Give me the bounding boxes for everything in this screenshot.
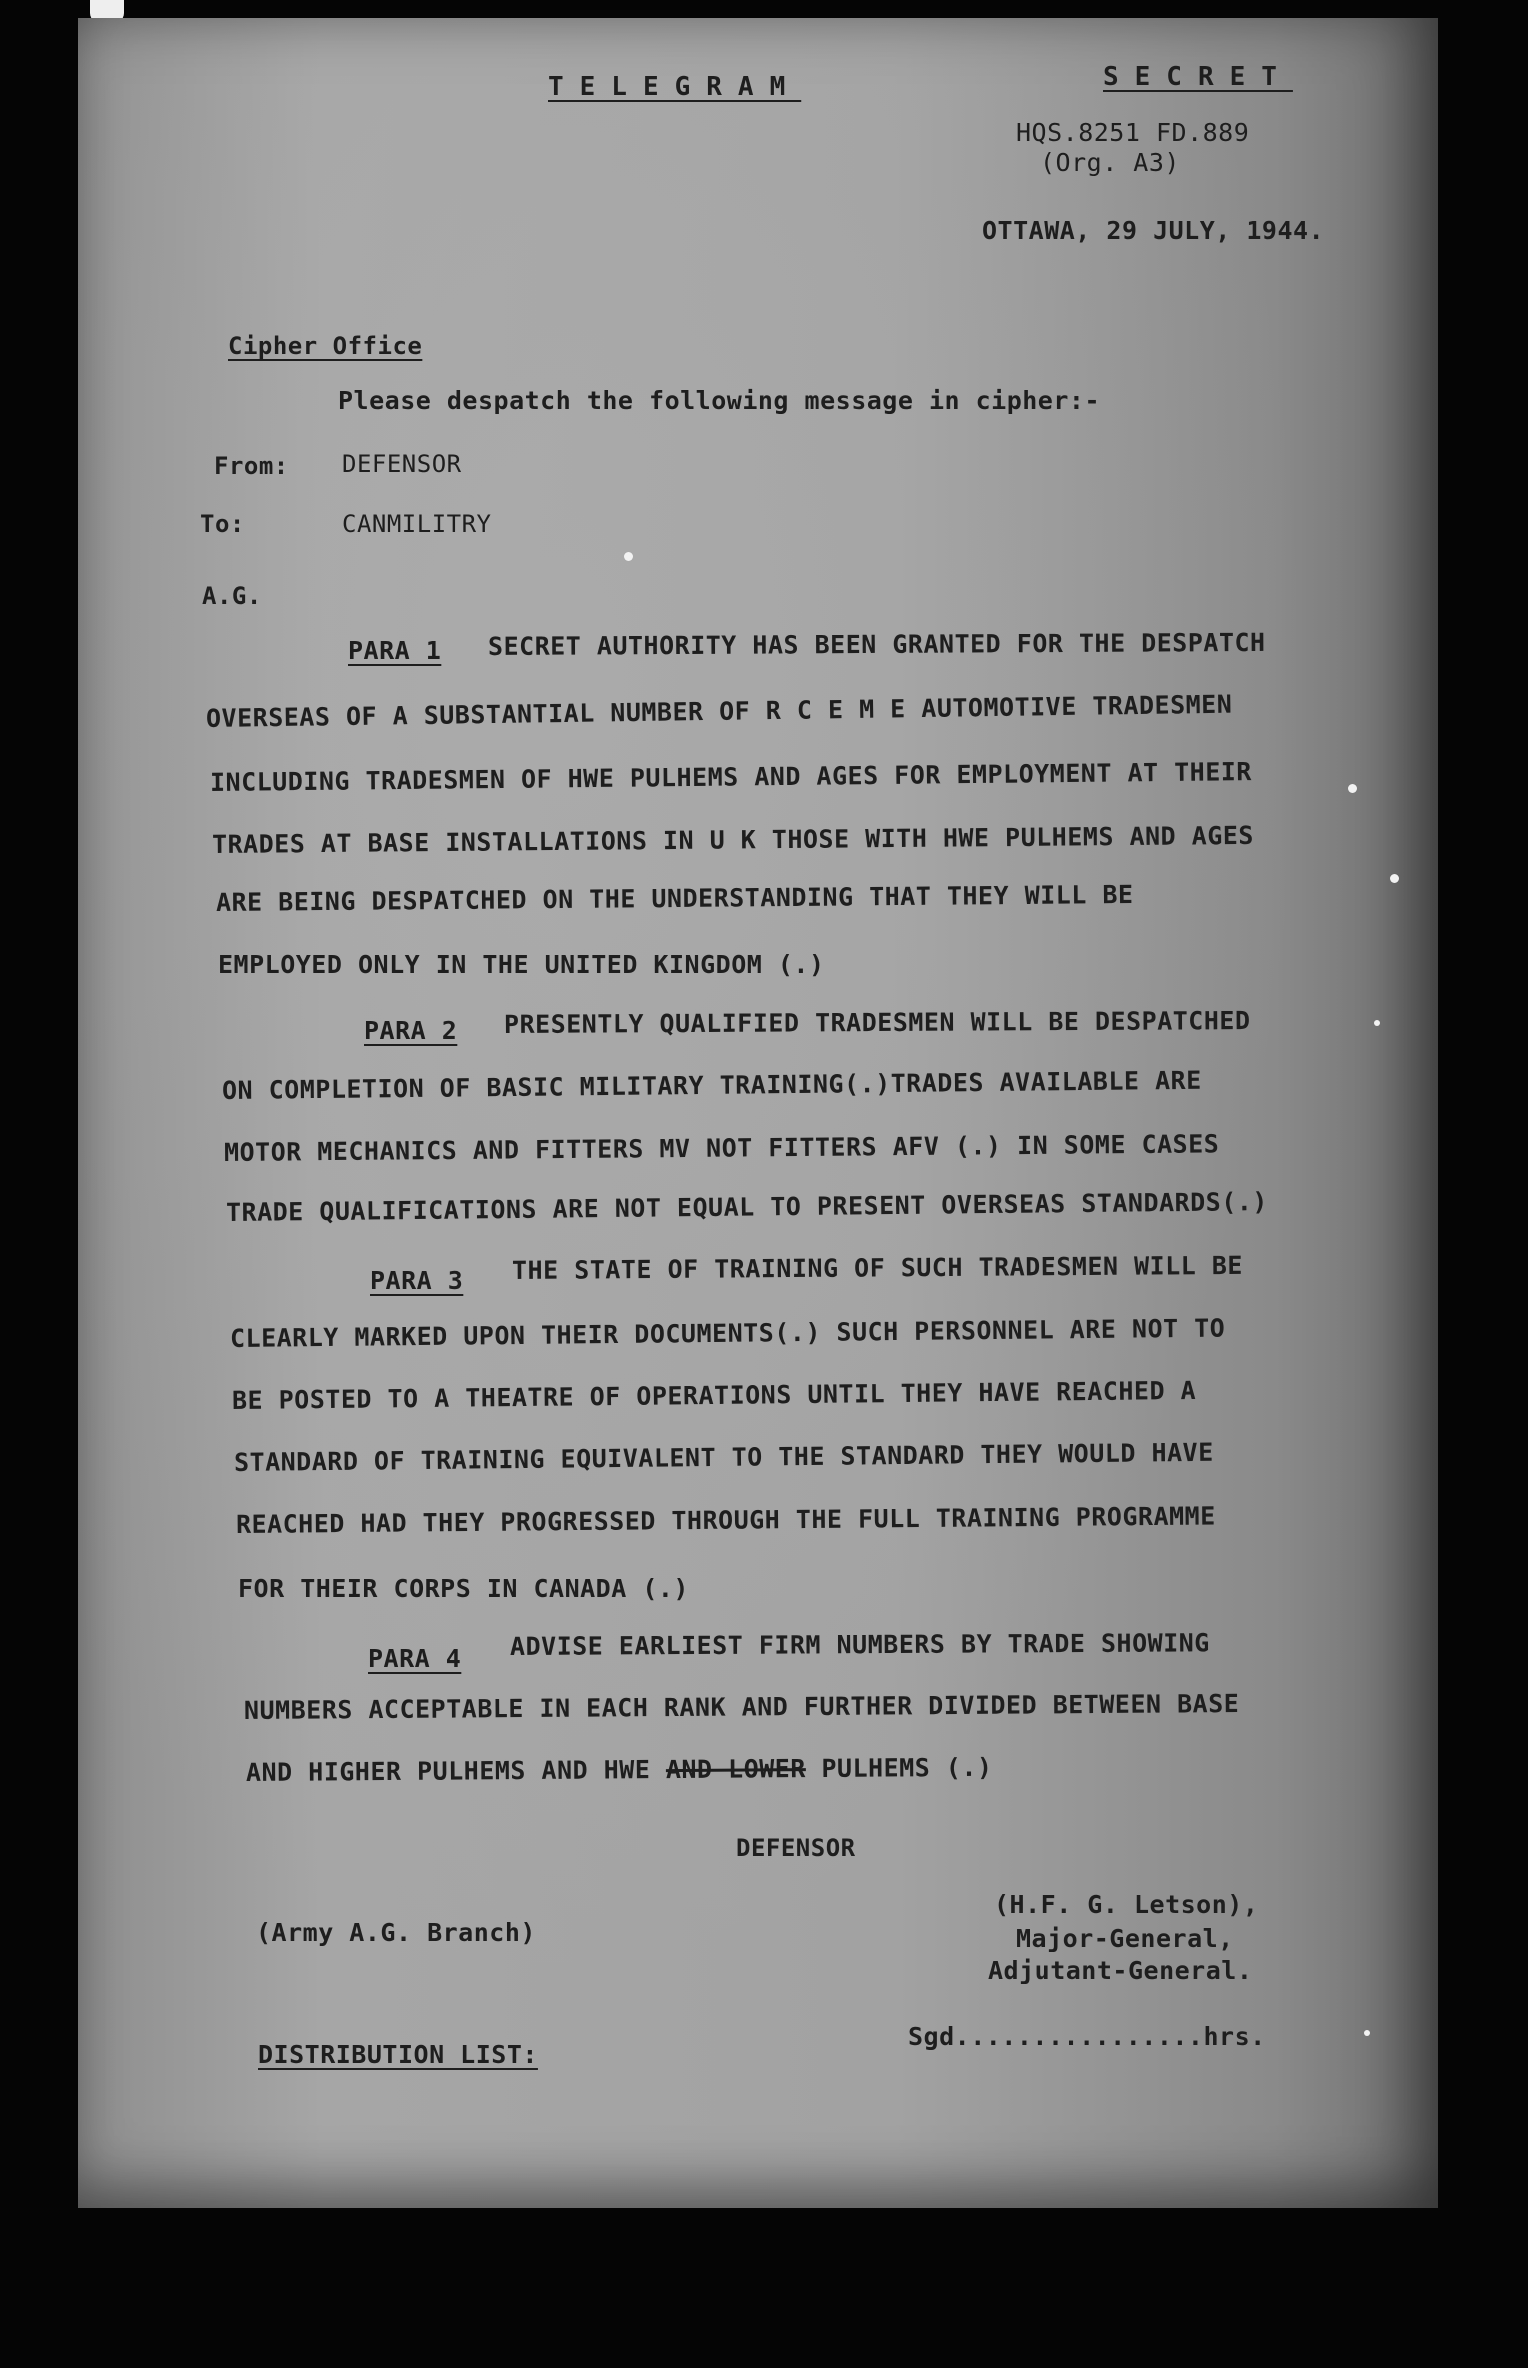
- scan-speck: [624, 552, 633, 561]
- telegram-sheet: [78, 18, 1438, 2208]
- para-4-last-line-start: AND HIGHER PULHEMS AND HWE: [245, 1755, 651, 1787]
- from-value: DEFENSOR: [342, 450, 462, 478]
- reference-org: (Org. A3): [1040, 148, 1180, 177]
- despatch-instruction: Please despatch the following message in cipher:-: [338, 386, 1101, 415]
- para-2-label: PARA 2: [364, 1016, 458, 1045]
- para-1-label: PARA 1: [348, 636, 442, 665]
- para-1-line: ARE BEING DESPATCHED ON THE UNDERSTANDING THAT THEY WILL BE: [215, 879, 1134, 917]
- para-3-line: STANDARD OF TRAINING EQUIVALENT TO THE STANDARD THEY WOULD HAVE: [233, 1437, 1214, 1477]
- place-and-date: OTTAWA, 29 JULY, 1944.: [982, 216, 1325, 245]
- para-1-line: OVERSEAS OF A SUBSTANTIAL NUMBER OF R C E M E AUTOMOTIVE TRADESMEN: [205, 689, 1233, 733]
- scan-speck: [1364, 2030, 1370, 2036]
- reference-number: HQS.8251 FD.889: [1016, 118, 1250, 147]
- originating-branch: (Army A.G. Branch): [256, 1918, 536, 1947]
- para-3-line: BE POSTED TO A THEATRE OF OPERATIONS UNTIL THEY HAVE REACHED A: [231, 1375, 1197, 1415]
- distribution-list-heading: DISTRIBUTION LIST:: [258, 2040, 538, 2069]
- signatory-name: (H.F. G. Letson),: [994, 1890, 1259, 1919]
- para-1-line: TRADES AT BASE INSTALLATIONS IN U K THOSE WITH HWE PULHEMS AND AGES: [211, 820, 1255, 859]
- scan-speck: [1374, 1020, 1380, 1026]
- struck-out-text: AND LOWER: [665, 1754, 806, 1785]
- para-3-line: THE STATE OF TRAINING OF SUCH TRADESMEN WILL BE: [511, 1250, 1244, 1285]
- para-4-line: ADVISE EARLIEST FIRM NUMBERS BY TRADE SHOWING: [509, 1628, 1210, 1661]
- para-3-line: FOR THEIR CORPS IN CANADA (.): [238, 1574, 689, 1603]
- para-2-line: MOTOR MECHANICS AND FITTERS MV NOT FITTERS AFV (.) IN SOME CASES: [223, 1129, 1220, 1167]
- para-4-line: NUMBERS ACCEPTABLE IN EACH RANK AND FURTHER DIVIDED BETWEEN BASE: [243, 1689, 1240, 1725]
- para-4-label: PARA 4: [368, 1644, 462, 1673]
- para-2-line: ON COMPLETION OF BASIC MILITARY TRAINING(.)TRADES AVAILABLE ARE: [221, 1065, 1202, 1105]
- para-3-label: PARA 3: [370, 1266, 464, 1295]
- para-1-line: EMPLOYED ONLY IN THE UNITED KINGDOM (.): [218, 950, 825, 979]
- para-1-line: SECRET AUTHORITY HAS BEEN GRANTED FOR THE DESPATCH: [487, 627, 1266, 661]
- from-label: From:: [214, 452, 289, 480]
- para-2-line: TRADE QUALIFICATIONS ARE NOT EQUAL TO PRESENT OVERSEAS STANDARDS(.): [225, 1187, 1269, 1227]
- scan-speck: [1348, 784, 1357, 793]
- to-value: CANMILITRY: [342, 510, 492, 538]
- para-1-line: INCLUDING TRADESMEN OF HWE PULHEMS AND AGES FOR EMPLOYMENT AT THEIR: [209, 757, 1253, 797]
- ag-reference: A.G.: [202, 582, 262, 610]
- document-title: TELEGRAM: [548, 72, 802, 102]
- para-3-line: CLEARLY MARKED UPON THEIR DOCUMENTS(.) SUCH PERSONNEL ARE NOT TO: [229, 1313, 1226, 1353]
- signatory-title: Adjutant-General.: [988, 1956, 1253, 1985]
- para-4-last-line-end: PULHEMS (.): [821, 1752, 993, 1783]
- classification-label: SECRET: [1103, 62, 1293, 92]
- signed-hours-line: Sgd................hrs.: [908, 2022, 1266, 2051]
- para-2-line: PRESENTLY QUALIFIED TRADESMEN WILL BE DESPATCHED: [503, 1006, 1251, 1039]
- closing-sender: DEFENSOR: [736, 1834, 856, 1862]
- signatory-rank: Major-General,: [1016, 1924, 1234, 1953]
- cipher-office-heading: Cipher Office: [228, 332, 423, 360]
- to-label: To:: [200, 510, 245, 538]
- para-4-last-line: [245, 1752, 993, 1787]
- scan-speck: [1390, 874, 1399, 883]
- para-3-line: REACHED HAD THEY PROGRESSED THROUGH THE FULL TRAINING PROGRAMME: [235, 1501, 1216, 1539]
